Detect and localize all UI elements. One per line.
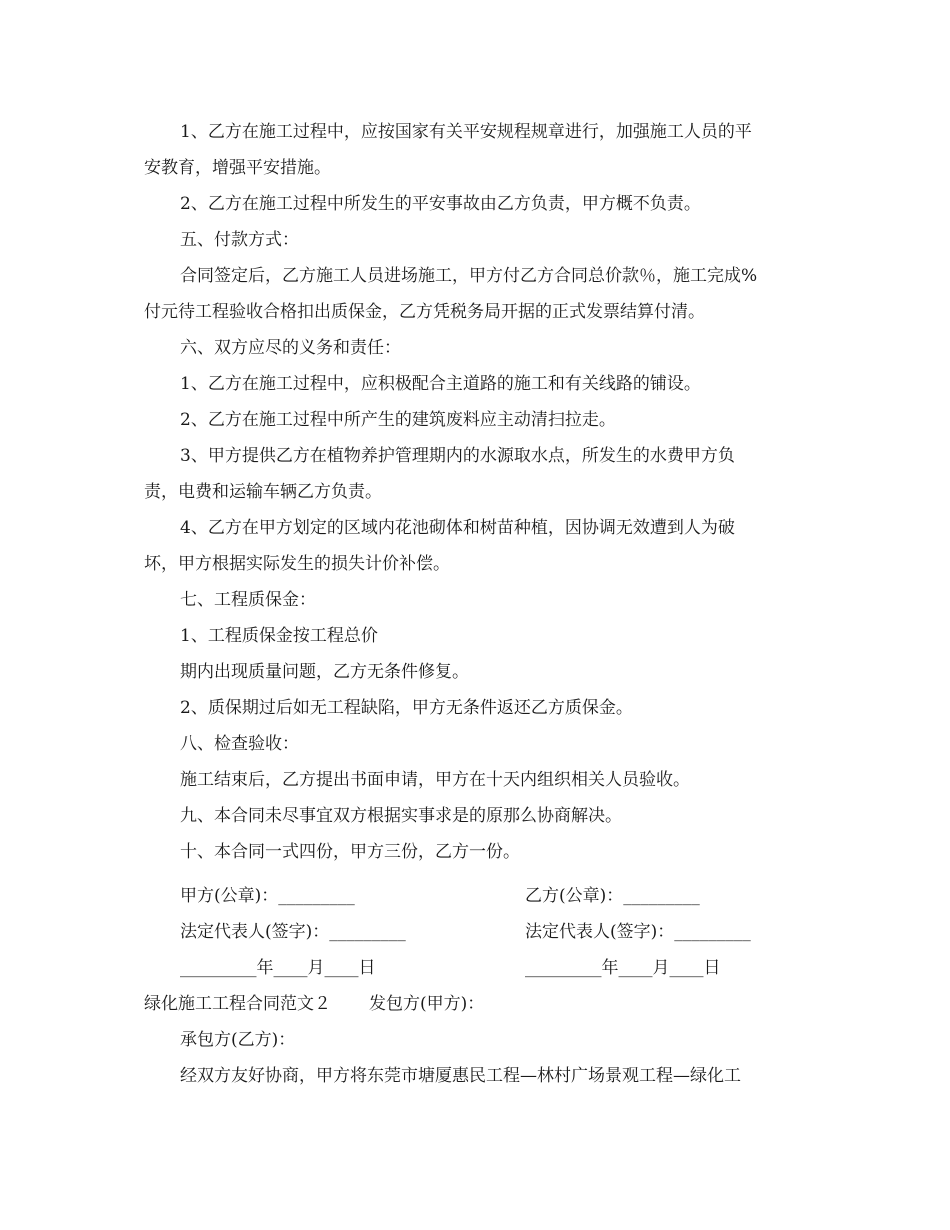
- next-contract-intro: 经双方友好协商，甲方将东莞市塘厦惠民工程—林村广场景观工程—绿化工: [180, 1066, 741, 1086]
- paragraph-line: 施工结束后，乙方提出书面申请，甲方在十天内组织相关人员验收。: [180, 770, 690, 790]
- section-heading: 六、双方应尽的义务和责任：: [180, 338, 401, 358]
- paragraph-line: 1、乙方在施工过程中，应按国家有关平安规程规章进行，加强施工人员的平: [180, 122, 752, 142]
- next-contract-header: [144, 992, 950, 1016]
- paragraph-line: 十、本合同一式四份，甲方三份，乙方一份。: [180, 842, 520, 862]
- paragraph-line: 4、乙方在甲方划定的区域内花池砌体和树苗种植，因协调无效遭到人为破: [180, 518, 735, 538]
- paragraph-line: 责，电费和运输车辆乙方负责。: [144, 482, 382, 502]
- section-heading: 七、工程质保金：: [180, 590, 316, 610]
- party-b-seal-field: 乙方(公章)：_________: [525, 886, 700, 906]
- paragraph-line: 付元待工程验收合格扣出质保金，乙方凭税务局开据的正式发票结算付清。: [144, 302, 705, 322]
- party-b-representative-field: 法定代表人(签字)：_________: [525, 922, 751, 942]
- next-contract-subcontractor: 承包方(乙方)：: [180, 1030, 296, 1050]
- paragraph-line: 九、本合同未尽事宜双方根据实事求是的原那么协商解决。: [180, 806, 622, 826]
- party-b-date-field: _________年____月____日: [525, 958, 721, 978]
- section-heading: 五、付款方式：: [180, 230, 299, 250]
- paragraph-line: 合同签定后，乙方施工人员进场施工，甲方付乙方合同总价款％，施工完成%: [180, 266, 758, 286]
- next-contract-title: 绿化施工工程合同范文２: [144, 994, 331, 1014]
- paragraph-line: 期内出现质量问题，乙方无条件修复。: [180, 662, 469, 682]
- paragraph-line: 2、质保期过后如无工程缺陷，甲方无条件返还乙方质保金。: [180, 698, 633, 718]
- party-a-date-field: _________年____月____日: [180, 958, 376, 978]
- paragraph-line: 2、乙方在施工过程中所发生的平安事故由乙方负责，甲方概不负责。: [180, 194, 701, 214]
- party-a-seal-field: 甲方(公章)：_________: [180, 886, 355, 906]
- paragraph-line: 1、乙方在施工过程中，应积极配合主道路的施工和有关线路的铺设。: [180, 374, 701, 394]
- section-heading: 八、检查验收：: [180, 734, 299, 754]
- paragraph-line: 1、工程质保金按工程总价: [180, 626, 378, 646]
- next-contract-contractor: 发包方(甲方)：: [369, 994, 485, 1014]
- paragraph-line: 2、乙方在施工过程中所产生的建筑废料应主动清扫拉走。: [180, 410, 616, 430]
- paragraph-line: 坏，甲方根据实际发生的损失计价补偿。: [144, 554, 450, 574]
- paragraph-line: 安教育，增强平安措施。: [144, 158, 331, 178]
- paragraph-line: 3、甲方提供乙方在植物养护管理期内的水源取水点，所发生的水费甲方负: [180, 446, 735, 466]
- party-a-representative-field: 法定代表人(签字)：_________: [180, 922, 406, 942]
